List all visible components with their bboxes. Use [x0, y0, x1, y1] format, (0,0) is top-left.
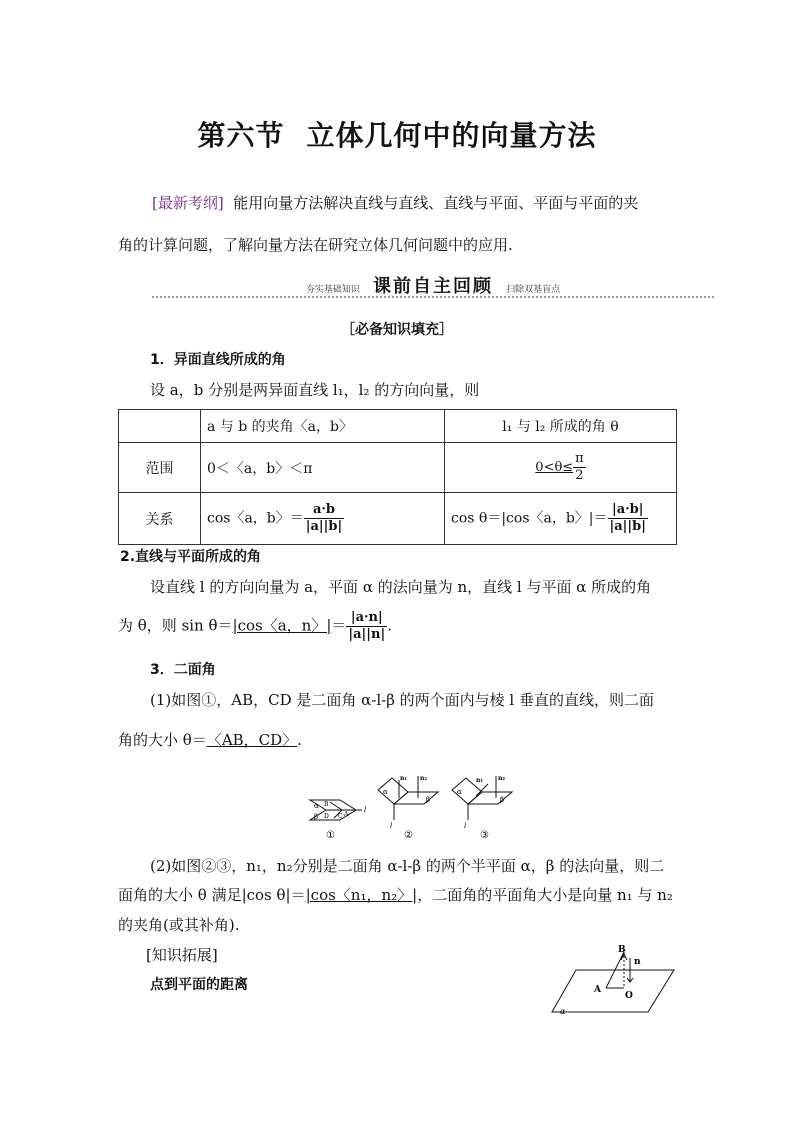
syllabus-tag: [最新考纲]: [152, 194, 224, 212]
banner-right: 扫除双基盲点: [506, 285, 561, 295]
table-row: [119, 493, 677, 545]
figure-label-2: ②: [404, 830, 413, 841]
svg-text:β: β: [314, 813, 319, 821]
s3-p2-line2: 面角的大小 θ 满足|cos θ|＝|cos〈n₁，n₂〉|，二面角的平面角大小是向量 n₁ 与 n₂: [118, 886, 673, 904]
svg-text:C: C: [338, 813, 343, 820]
s3-p2-line3: 的夹角(或其补角).: [118, 916, 240, 934]
table-row: [119, 410, 677, 443]
dihedral-figures-svg: [300, 772, 530, 842]
ext-heading: 点到平面的距离: [150, 977, 248, 993]
svg-text:α: α: [383, 788, 388, 796]
svg-text:β: β: [426, 796, 431, 804]
svg-text:α: α: [560, 1007, 566, 1016]
banner-left: 夯实基础知识: [305, 285, 360, 295]
ext-tag: [知识拓展]: [146, 946, 218, 964]
table-cell: cos θ＝|cos〈a，b〉|＝ $\frac{|a\cdot b|}{|a||b|}$: [445, 493, 677, 545]
s1-text: 设 a，b 分别是两异面直线 l₁，l₂ 的方向向量，则: [150, 381, 480, 399]
distance-figure: [548, 942, 678, 1018]
svg-text:n: n: [634, 957, 641, 967]
svg-text:l: l: [390, 822, 393, 830]
svg-text:D: D: [324, 813, 329, 820]
intro-line2: 角的计算问题，了解向量方法在研究立体几何问题中的应用.: [118, 236, 513, 254]
svg-text:l: l: [364, 806, 367, 814]
s2-heading: 2.直线与平面所成的角: [120, 549, 262, 565]
section-label: ［必备知识填充］: [341, 322, 453, 338]
s3-p1-line2: 角的大小 θ＝〈AB，CD〉.: [118, 731, 302, 749]
svg-text:B: B: [324, 801, 329, 808]
table-cell: 0<θ≤ $\frac{\pi}{2}$: [445, 443, 677, 493]
svg-text:n₁: n₁: [400, 775, 407, 782]
s2-line2: 为 θ，则 sin θ＝|cos〈a，n〉|＝ $\frac{|a\cdot n|}{|a||n|}$ .: [118, 610, 392, 642]
page-title: [0, 114, 794, 154]
svg-text:B: B: [618, 945, 626, 955]
dihedral-figures: [300, 772, 530, 842]
banner: [152, 272, 714, 298]
table-cell: cos〈a，b〉＝ $\frac{a\cdot b}{|a||b|}$: [201, 493, 445, 545]
s2-line1: 设直线 l 的方向向量为 a，平面 α 的法向量为 n，直线 l 与平面 α 所成的角: [150, 578, 652, 596]
s3-heading: 3．二面角: [150, 662, 216, 678]
svg-text:O: O: [625, 991, 633, 1001]
figure-label-3: ③: [480, 830, 489, 841]
banner-title: 课前自主回顾: [373, 276, 493, 297]
s3-p1-line1: (1)如图①，AB，CD 是二面角 α-l-β 的两个面内与棱 l 垂直的直线，则二面: [150, 691, 654, 709]
svg-text:α: α: [457, 788, 462, 796]
s1-heading: 1．异面直线所成的角: [150, 352, 286, 368]
table-row-label: 范围: [119, 443, 201, 493]
svg-text:A: A: [344, 811, 349, 818]
svg-text:β: β: [500, 796, 505, 804]
table-cell: 0＜〈a，b〉＜π: [201, 443, 445, 493]
svg-text:n₂: n₂: [420, 775, 427, 782]
s3-p2-line1: (2)如图②③，n₁，n₂分别是二面角 α-l-β 的两个半平面 α，β 的法向量，则二: [150, 857, 665, 875]
figure-label-1: ①: [326, 830, 335, 841]
section-title: 立体几何中的向量方法: [306, 119, 597, 152]
table-header-col1: a 与 b 的夹角〈a，b〉: [201, 410, 445, 443]
svg-text:n₂: n₂: [498, 775, 505, 782]
table-row: [119, 443, 677, 493]
table-row-label: 关系: [119, 493, 201, 545]
svg-text:α: α: [314, 802, 319, 810]
section-number: 第六节: [197, 119, 285, 152]
distance-figure-svg: [548, 942, 678, 1018]
svg-text:n₁: n₁: [476, 777, 483, 784]
angle-table: [118, 409, 677, 545]
svg-text:l: l: [464, 822, 467, 830]
svg-text:A: A: [594, 985, 601, 995]
intro-line1: [最新考纲] 能用向量方法解决直线与直线、直线与平面、平面与平面的夹: [152, 194, 639, 212]
table-header-col2: l₁ 与 l₂ 所成的角 θ: [445, 410, 677, 443]
